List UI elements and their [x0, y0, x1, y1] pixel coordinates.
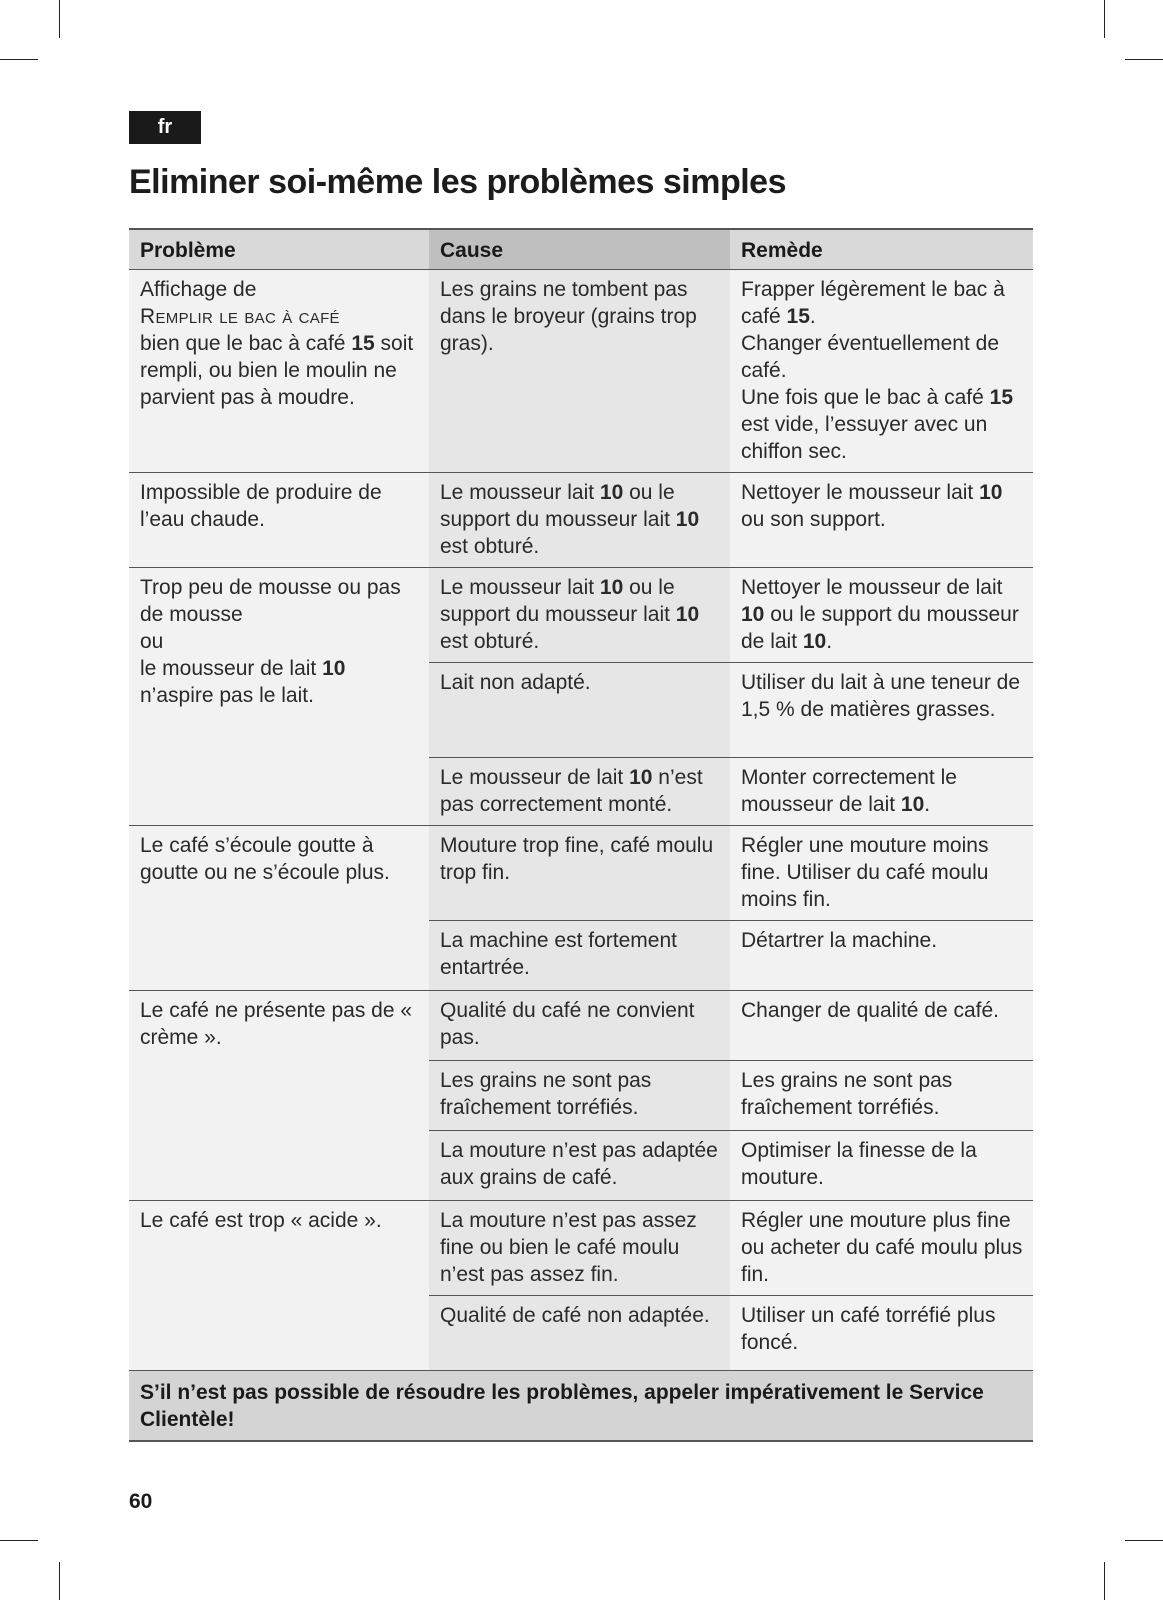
part-number: 10	[322, 657, 346, 680]
table-row	[129, 270, 1033, 473]
page-title: Eliminer soi-même les problèmes simples	[129, 163, 786, 201]
problem-cell	[129, 270, 429, 473]
part-number: 10	[802, 630, 827, 653]
cause-text: Les grains ne sont pas fraîchement torréfiés.	[440, 1069, 652, 1119]
cause-text: Qualité de café non adaptée.	[440, 1304, 710, 1327]
crop-mark	[59, 1562, 60, 1600]
cause-text: Le mousseur lait	[440, 576, 600, 599]
remedy-cell	[730, 473, 1033, 568]
crop-mark	[1104, 1562, 1105, 1600]
service-note: S’il n’est pas possible de résoudre les problèmes, appeler impérativement le Service Clientèle!	[129, 1371, 1033, 1442]
remedy-text: Détartrer la machine.	[741, 929, 938, 952]
problem-cell	[129, 568, 429, 826]
remedy-text: Utiliser un café torréfié plus foncé.	[741, 1304, 996, 1354]
remedy-text: Changer de qualité de café.	[741, 999, 1000, 1022]
crop-mark	[1125, 1540, 1163, 1541]
remedy-cell	[730, 921, 1033, 991]
problem-text: ou	[140, 630, 164, 653]
remedy-cell	[730, 758, 1033, 826]
crop-mark	[1104, 0, 1105, 38]
remedy-text: Les grains ne sont pas fraîchement torréfiés.	[741, 1069, 953, 1119]
part-number: 15	[989, 386, 1014, 409]
header-remedy: Remède	[730, 229, 1033, 270]
cause-cell	[429, 758, 730, 826]
problem-text: Affichage de	[140, 278, 257, 301]
problem-cell	[129, 1201, 429, 1371]
cause-cell	[429, 663, 730, 758]
remedy-text: Changer éventuellement de café.	[741, 332, 1000, 382]
crop-mark	[0, 1540, 38, 1541]
header-cause: Cause	[429, 229, 730, 270]
remedy-text: Nettoyer le mousseur de lait	[741, 576, 1003, 599]
cause-cell	[429, 270, 730, 473]
cause-text: Lait non adapté.	[440, 671, 591, 694]
part-number: 10	[629, 766, 653, 789]
remedy-cell	[730, 1131, 1033, 1201]
part-number: 10	[979, 481, 1003, 504]
cause-text: Le mousseur de lait	[440, 766, 630, 789]
cause-cell	[429, 568, 730, 663]
cause-text: La mouture n’est pas adaptée aux grains de café.	[440, 1139, 718, 1189]
cause-text: La machine est fortement entartrée.	[440, 929, 677, 979]
table-row	[129, 473, 1033, 568]
remedy-cell	[730, 663, 1033, 758]
problem-cell	[129, 826, 429, 991]
remedy-cell	[730, 568, 1033, 663]
cause-text: ou le support du mousseur lait	[440, 576, 676, 626]
cause-text: ou le support du mousseur lait	[440, 481, 676, 531]
cause-cell	[429, 991, 730, 1061]
cause-text: n’est pas correctement monté.	[440, 766, 703, 816]
part-number: 10	[599, 576, 624, 599]
table-row	[129, 1201, 1033, 1296]
remedy-text: ou le support du mousseur de lait	[741, 603, 1019, 653]
crop-mark	[59, 0, 60, 38]
part-number: 10	[599, 481, 624, 504]
remedy-cell	[730, 1296, 1033, 1371]
remedy-cell	[730, 1201, 1033, 1296]
problem-cell	[129, 991, 429, 1201]
cause-text: est obturé.	[440, 535, 540, 558]
table-row	[129, 991, 1033, 1061]
cause-cell	[429, 921, 730, 991]
remedy-text: .	[809, 305, 816, 328]
problem-text: n’aspire pas le lait.	[140, 684, 314, 707]
cause-cell	[429, 826, 730, 921]
cause-cell	[429, 1296, 730, 1371]
table-row	[129, 826, 1033, 921]
problem-text: Trop peu de mousse ou pas de mousse	[140, 576, 401, 626]
troubleshooting-table	[129, 228, 1033, 1442]
cause-cell	[429, 473, 730, 568]
remedy-text: Une fois que le bac à café	[741, 386, 990, 409]
problem-text: Le café ne présente pas de « crème ».	[140, 999, 413, 1049]
part-number: 15	[351, 332, 375, 355]
remedy-cell	[730, 991, 1033, 1061]
problem-cell	[129, 473, 429, 568]
language-badge: fr	[129, 111, 201, 144]
cause-cell	[429, 1061, 730, 1131]
remedy-text: ou son support.	[741, 508, 886, 531]
cause-cell	[429, 1201, 730, 1296]
cause-text: est obturé.	[440, 630, 540, 653]
table-footer-row	[129, 1371, 1033, 1442]
cause-text: Les grains ne tombent pas dans le broyeur (grains trop gras).	[440, 278, 697, 355]
problem-text: soit rempli, ou bien le moulin ne parvient pas à moudre.	[140, 332, 414, 409]
cause-text: Qualité du café ne convient pas.	[440, 999, 695, 1049]
crop-mark	[1125, 59, 1163, 60]
part-number: 15	[786, 305, 810, 328]
remedy-cell	[730, 826, 1033, 921]
remedy-text: Optimiser la finesse de la mouture.	[741, 1139, 977, 1189]
cause-cell	[429, 1131, 730, 1201]
remedy-text: Régler une mouture moins fine. Utiliser du café moulu moins fin.	[741, 834, 989, 911]
table-header-row	[129, 229, 1033, 270]
problem-text: bien que le bac à café	[140, 332, 352, 355]
part-number: 10	[675, 603, 700, 626]
remedy-text: .	[924, 793, 931, 816]
header-problem: Problème	[129, 229, 429, 270]
remedy-text: Monter correctement le mousseur de lait	[741, 766, 957, 816]
cause-text: Le mousseur lait	[440, 481, 600, 504]
remedy-text: est vide, l’essuyer avec un chiffon sec.	[741, 413, 988, 463]
remedy-cell	[730, 270, 1033, 473]
table-row	[129, 568, 1033, 663]
part-number: 10	[675, 508, 700, 531]
cause-text: La mouture n’est pas assez fine ou bien le café moulu n’est pas assez fin.	[440, 1209, 697, 1286]
remedy-text: Utiliser du lait à une teneur de 1,5 % de matières grasses.	[741, 671, 1020, 721]
part-number: 10	[741, 603, 765, 626]
remedy-text: .	[826, 630, 833, 653]
cause-text: Mouture trop fine, café moulu trop fin.	[440, 834, 714, 884]
page-number: 60	[129, 1490, 153, 1513]
remedy-cell	[730, 1061, 1033, 1131]
crop-mark	[0, 59, 38, 60]
display-message: Remplir le bac à café	[140, 305, 340, 328]
remedy-text: Régler une mouture plus fine ou acheter du café moulu plus fin.	[741, 1209, 1023, 1286]
problem-text: Le café est trop « acide ».	[140, 1209, 382, 1232]
problem-text: Le café s’écoule goutte à goutte ou ne s’écoule plus.	[140, 834, 390, 884]
problem-text: Impossible de produire de l’eau chaude.	[140, 481, 382, 531]
remedy-text: Frapper légèrement le bac à café	[741, 278, 1005, 328]
remedy-text: Nettoyer le mousseur lait	[741, 481, 980, 504]
problem-text: le mousseur de lait	[140, 657, 323, 680]
part-number: 10	[900, 793, 925, 816]
